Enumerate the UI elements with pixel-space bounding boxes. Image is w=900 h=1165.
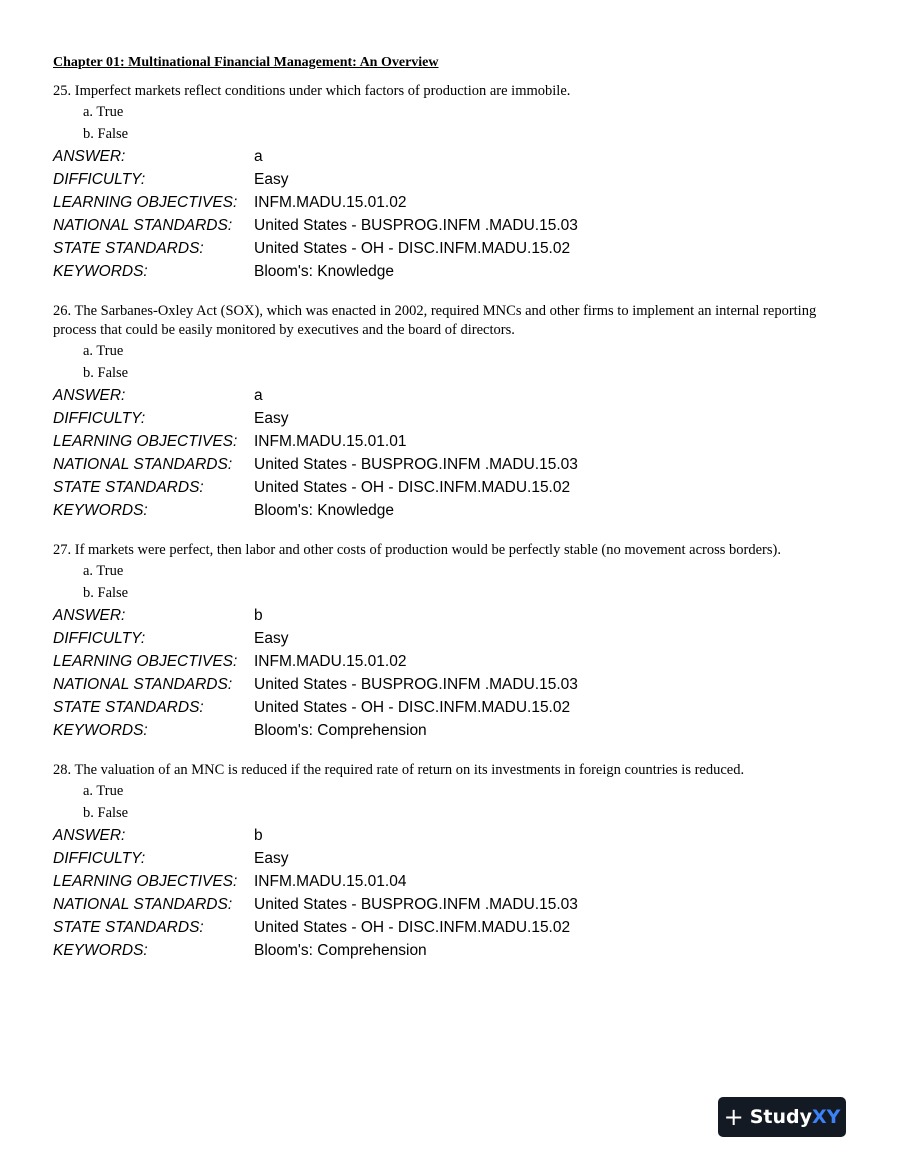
option-b: b. False	[83, 126, 129, 142]
national-standards-value: United States - BUSPROG.INFM .MADU.15.03	[254, 456, 578, 473]
learning-objectives-label: LEARNING OBJECTIVES:	[53, 433, 238, 450]
learning-objectives-row	[53, 191, 853, 214]
answer-row	[53, 384, 853, 407]
state-standards-label: STATE STANDARDS:	[53, 919, 204, 936]
learning-objectives-label: LEARNING OBJECTIVES:	[53, 873, 238, 890]
answer-label: ANSWER:	[53, 148, 126, 165]
difficulty-value: Easy	[254, 850, 289, 867]
option-b: b. False	[83, 585, 129, 601]
question-text: 25. Imperfect markets reflect conditions under which factors of production are immobile.	[53, 83, 571, 99]
national-standards-value: United States - BUSPROG.INFM .MADU.15.03	[254, 676, 578, 693]
national-standards-label: NATIONAL STANDARDS:	[53, 896, 233, 913]
keywords-label: KEYWORDS:	[53, 722, 148, 739]
state-standards-label: STATE STANDARDS:	[53, 240, 204, 257]
keywords-value: Bloom's: Knowledge	[254, 502, 394, 519]
state-standards-label: STATE STANDARDS:	[53, 479, 204, 496]
answer-value: a	[254, 387, 263, 404]
answer-value: b	[254, 607, 263, 624]
keywords-row	[53, 499, 853, 522]
keywords-label: KEYWORDS:	[53, 263, 148, 280]
national-standards-value: United States - BUSPROG.INFM .MADU.15.03	[254, 217, 578, 234]
national-standards-label: NATIONAL STANDARDS:	[53, 217, 233, 234]
national-standards-value: United States - BUSPROG.INFM .MADU.15.03	[254, 896, 578, 913]
keywords-value: Bloom's: Knowledge	[254, 263, 394, 280]
answer-value: b	[254, 827, 263, 844]
state-standards-value: United States - OH - DISC.INFM.MADU.15.02	[254, 699, 571, 716]
logo-xy-text: XY	[811, 1106, 841, 1128]
difficulty-label: DIFFICULTY:	[53, 410, 146, 427]
question-text: 27. If markets were perfect, then labor and other costs of production would be perfectly stable (no movement across borders).	[53, 542, 781, 558]
question-27	[53, 541, 853, 742]
keywords-label: KEYWORDS:	[53, 942, 148, 959]
logo-study-text: Study	[749, 1106, 812, 1128]
answer-label: ANSWER:	[53, 607, 126, 624]
answer-row	[53, 145, 853, 168]
keywords-row	[53, 939, 853, 962]
state-standards-value: United States - OH - DISC.INFM.MADU.15.02	[254, 240, 571, 257]
learning-objectives-row	[53, 870, 853, 893]
answer-value: a	[254, 148, 263, 165]
answer-row	[53, 824, 853, 847]
keywords-label: KEYWORDS:	[53, 502, 148, 519]
state-standards-row	[53, 916, 853, 939]
state-standards-row	[53, 696, 853, 719]
answer-label: ANSWER:	[53, 387, 126, 404]
question-text: 26. The Sarbanes-Oxley Act (SOX), which was enacted in 2002, required MNCs and other firms to implement an internal reporting process that could be easily monitored by executives and the board of directors.	[53, 303, 817, 338]
keywords-row	[53, 260, 853, 283]
state-standards-value: United States - OH - DISC.INFM.MADU.15.02	[254, 479, 571, 496]
difficulty-value: Easy	[254, 630, 289, 647]
learning-objectives-label: LEARNING OBJECTIVES:	[53, 194, 238, 211]
difficulty-value: Easy	[254, 171, 289, 188]
answer-row	[53, 604, 853, 627]
national-standards-row	[53, 673, 853, 696]
question-28	[53, 761, 853, 962]
national-standards-row	[53, 214, 853, 237]
difficulty-row	[53, 847, 853, 870]
difficulty-label: DIFFICULTY:	[53, 630, 146, 647]
question-26	[53, 302, 853, 522]
option-a: a. True	[83, 104, 124, 120]
keywords-value: Bloom's: Comprehension	[254, 722, 427, 739]
difficulty-value: Easy	[254, 410, 289, 427]
document-page	[53, 53, 853, 981]
chapter-title: Chapter 01: Multinational Financial Management: An Overview	[53, 55, 439, 70]
national-standards-row	[53, 453, 853, 476]
national-standards-row	[53, 893, 853, 916]
state-standards-row	[53, 237, 853, 260]
difficulty-row	[53, 407, 853, 430]
keywords-value: Bloom's: Comprehension	[254, 942, 427, 959]
learning-objectives-value: INFM.MADU.15.01.04	[254, 873, 407, 890]
keywords-row	[53, 719, 853, 742]
difficulty-label: DIFFICULTY:	[53, 171, 146, 188]
studyxy-logo	[718, 1097, 846, 1137]
option-a: a. True	[83, 343, 124, 359]
state-standards-value: United States - OH - DISC.INFM.MADU.15.02	[254, 919, 571, 936]
difficulty-row	[53, 627, 853, 650]
learning-objectives-value: INFM.MADU.15.01.02	[254, 653, 407, 670]
difficulty-label: DIFFICULTY:	[53, 850, 146, 867]
state-standards-label: STATE STANDARDS:	[53, 699, 204, 716]
option-b: b. False	[83, 805, 129, 821]
difficulty-row	[53, 168, 853, 191]
question-25	[53, 82, 853, 283]
learning-objectives-label: LEARNING OBJECTIVES:	[53, 653, 238, 670]
option-a: a. True	[83, 563, 124, 579]
national-standards-label: NATIONAL STANDARDS:	[53, 456, 233, 473]
national-standards-label: NATIONAL STANDARDS:	[53, 676, 233, 693]
question-text: 28. The valuation of an MNC is reduced if the required rate of return on its investments in foreign countries is reduced.	[53, 762, 745, 778]
option-a: a. True	[83, 783, 124, 799]
state-standards-row	[53, 476, 853, 499]
answer-label: ANSWER:	[53, 827, 126, 844]
learning-objectives-row	[53, 650, 853, 673]
learning-objectives-value: INFM.MADU.15.01.02	[254, 194, 407, 211]
option-b: b. False	[83, 365, 129, 381]
learning-objectives-value: INFM.MADU.15.01.01	[254, 433, 407, 450]
plus-icon: +	[723, 1103, 744, 1131]
learning-objectives-row	[53, 430, 853, 453]
